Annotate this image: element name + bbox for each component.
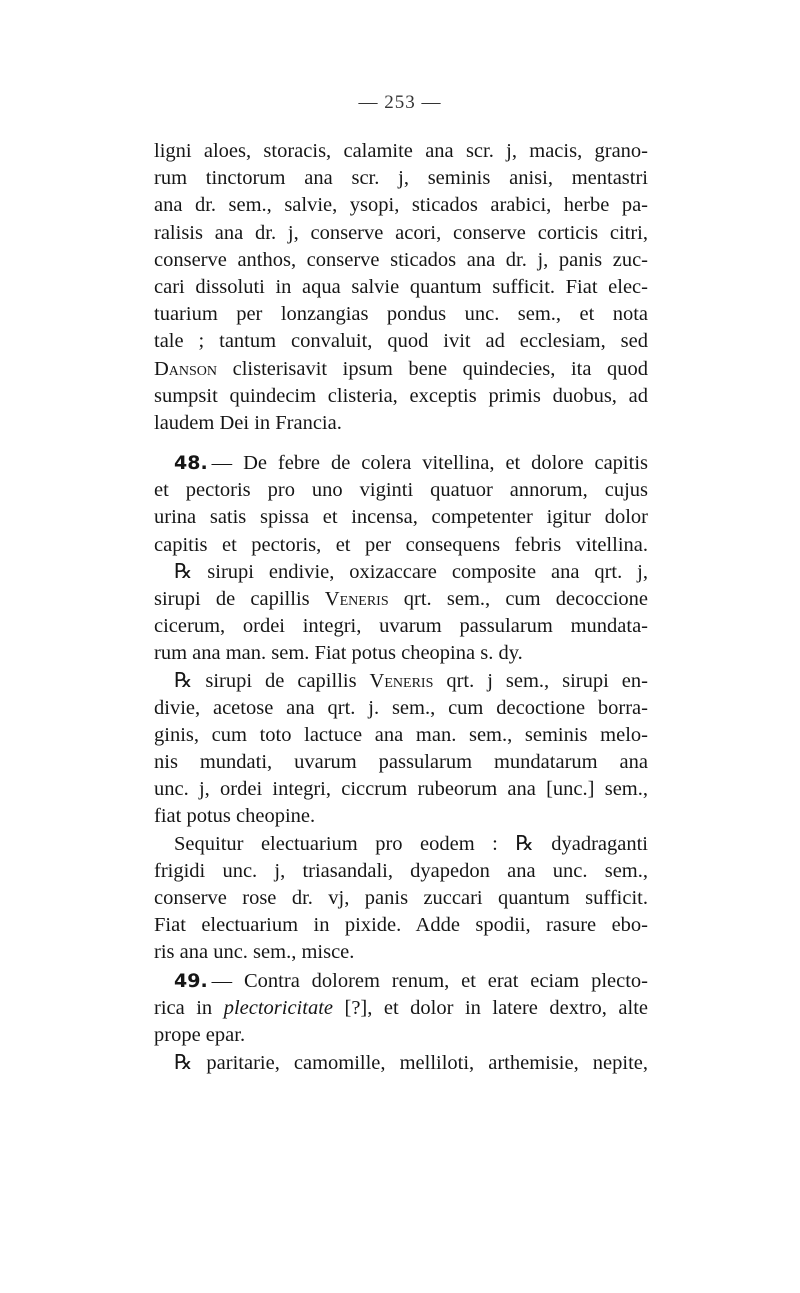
- section-heading-line: [154, 450, 648, 477]
- text-line: laudem Dei in Francia.: [154, 411, 342, 434]
- text-line: ris ana unc. sem., misce.: [154, 941, 355, 964]
- proper-name: Veneris: [324, 587, 389, 610]
- text-line: [154, 995, 648, 1022]
- text-line: Fiat electuarium in pixide. Adde spodii, rasure ebo-: [154, 914, 648, 937]
- text-line: conserve anthos, conserve sticados ana dr. j, panis zuc-: [154, 248, 648, 271]
- page-number: — 253 —: [358, 92, 442, 113]
- text-line: nis mundati, uvarum passularum mundatarum ana: [154, 751, 648, 774]
- text-line: ℞ sirupi endivie, oxizaccare composite ana qrt. j,: [174, 560, 648, 583]
- text-line: fiat potus cheopine.: [154, 805, 316, 828]
- text-line: tuarium per lonzangias pondus unc. sem., et nota: [154, 303, 648, 326]
- text-line: tale ; tantum convaluit, quod ivit ad ecclesiam, sed: [154, 330, 648, 353]
- text-segment: — De febre de colera vitellina, et dolore capitis: [211, 452, 648, 474]
- section-number: 49.: [174, 970, 208, 992]
- text-line: conserve rose dr. vj, panis zuccari quantum sufficit.: [154, 887, 648, 909]
- text-segment: sirupi de capillis: [154, 587, 325, 610]
- text-line: et pectoris pro uno viginti quatuor annorum, cujus: [154, 479, 648, 502]
- section-number: 48.: [174, 452, 208, 474]
- text-segment: ℞ sirupi de capillis: [174, 669, 370, 692]
- text-segment: qrt. sem., cum decoccione: [388, 587, 648, 610]
- text-line: [154, 356, 648, 383]
- person-name: Danson: [154, 357, 218, 380]
- text-line: ℞ paritarie, camomille, melliloti, arthemisie, nepite,: [174, 1051, 648, 1074]
- text-line: ginis, cum toto lactuce ana man. sem., seminis melo-: [154, 723, 648, 746]
- text-segment: — Contra dolorem renum, et erat eciam plecto-: [211, 970, 648, 992]
- text-segment: rica in: [154, 997, 224, 1020]
- text-line: sumpsit quindecim clisteria, exceptis primis duobus, ad: [154, 384, 648, 407]
- text-line: ralisis ana dr. j, conserve acori, conserve corticis citri,: [154, 221, 648, 244]
- text-segment: [?], et dolor in latere dextro, alte: [332, 997, 648, 1020]
- text-line: capitis et pectoris, et per consequens febris vitellina.: [154, 533, 648, 556]
- text-line: rum tinctorum ana scr. j, seminis anisi, mentastri: [154, 167, 648, 190]
- text-line: prope epar.: [154, 1024, 246, 1047]
- italic-term: plectoricitate: [223, 997, 333, 1020]
- text-line: Sequitur electuarium pro eodem : ℞ dyadraganti: [174, 832, 648, 855]
- section-48: [154, 450, 648, 967]
- text-line: frigidi unc. j, triasandali, dyapedon ana unc. sem.,: [154, 859, 648, 882]
- text-line: cari dissoluti in aqua salvie quantum sufficit. Fiat elec-: [154, 275, 648, 298]
- text-line: [154, 668, 648, 695]
- section-heading-line: [154, 968, 648, 995]
- text-segment: qrt. j sem., sirupi en-: [433, 669, 648, 692]
- text-segment: clisterisavit ipsum bene quindecies, ita quod: [217, 357, 648, 380]
- proper-name: Veneris: [369, 669, 434, 692]
- text-line: ligni aloes, storacis, calamite ana scr. j, macis, grano-: [154, 140, 648, 162]
- text-line: unc. j, ordei integri, ciccrum rubeorum ana [unc.] sem.,: [154, 778, 648, 801]
- intro-paragraph: [154, 138, 648, 437]
- text-line: urina satis spissa et incensa, competenter igitur dolor: [154, 506, 648, 529]
- text-line: [154, 586, 648, 613]
- section-49: [154, 968, 648, 1077]
- text-line: divie, acetose ana qrt. j. sem., cum decoctione borra-: [154, 696, 648, 719]
- text-line: ana dr. sem., salvie, ysopi, sticados arabici, herbe pa-: [154, 194, 648, 217]
- text-line: rum ana man. sem. Fiat potus cheopina s. dy.: [154, 642, 523, 665]
- text-line: cicerum, ordei integri, uvarum passularum mundata-: [154, 615, 648, 638]
